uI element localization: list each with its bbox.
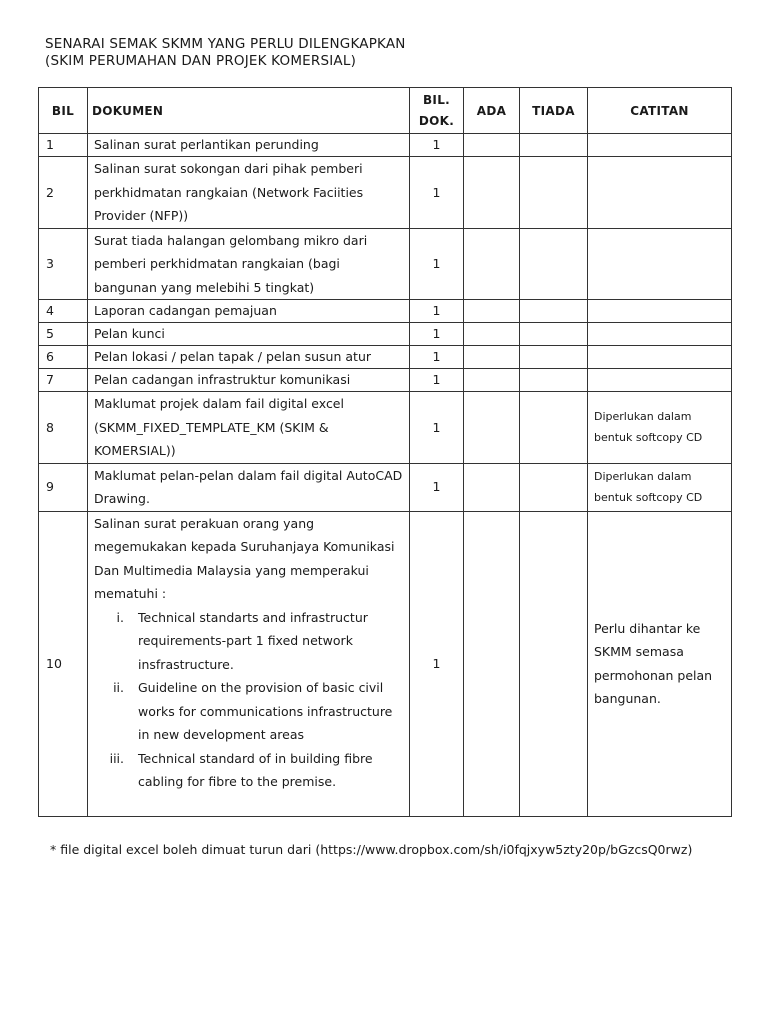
row-ada-cell[interactable]	[464, 300, 520, 323]
row-dokumen-intro: Salinan surat perakuan orang yang megemukakan kepada Suruhanjaya Komunikasi Dan Multimedia Malaysia yang memperakui mematuhi :	[94, 515, 395, 601]
row-catitan	[588, 300, 732, 323]
table-row	[39, 323, 732, 346]
row-dokumen: Salinan surat sokongan dari pihak pemberi perkhidmatan rangkaian (Network Faciities Provider (NFP))	[88, 157, 410, 229]
row-catitan: Diperlukan dalam bentuk softcopy CD	[588, 392, 732, 464]
row-bil: 2	[39, 157, 88, 229]
row-bil: 5	[39, 323, 88, 346]
header-bil-dok-line1: BIL.	[422, 92, 451, 107]
header-ada: ADA	[464, 88, 520, 134]
row-bil: 9	[39, 463, 88, 511]
row-catitan	[588, 323, 732, 346]
header-bil-dok-line2: DOK.	[418, 113, 455, 128]
row-count: 1	[410, 346, 464, 369]
header-tiada: TIADA	[520, 88, 588, 134]
row-ada-cell[interactable]	[464, 157, 520, 229]
checklist-table	[38, 87, 732, 817]
row-catitan	[588, 369, 732, 392]
table-row	[39, 228, 732, 300]
list-marker: ii.	[113, 680, 124, 695]
row-tiada-cell[interactable]	[520, 369, 588, 392]
row-ada-cell[interactable]	[464, 323, 520, 346]
footnote: * file digital excel boleh dimuat turun dari (https://www.dropbox.com/sh/i0fqjxyw5zty20p/bGzcsQ0rwz)	[50, 842, 693, 857]
table-row	[39, 157, 732, 229]
row-dokumen: Pelan kunci	[88, 323, 410, 346]
row-tiada-cell[interactable]	[520, 346, 588, 369]
row-dokumen: Surat tiada halangan gelombang mikro dari pemberi perkhidmatan rangkaian (bagi bangunan yang melebihi 5 tingkat)	[88, 228, 410, 300]
row-count: 1	[410, 323, 464, 346]
row-ada-cell[interactable]	[464, 369, 520, 392]
header-bil: BIL	[39, 88, 88, 134]
row-tiada-cell[interactable]	[520, 511, 588, 816]
row-bil: 10	[39, 511, 88, 816]
title-line-1: SENARAI SEMAK SKMM YANG PERLU DILENGKAPKAN	[45, 36, 406, 52]
row-catitan: Diperlukan dalam bentuk softcopy CD	[588, 463, 732, 511]
row-bil: 7	[39, 369, 88, 392]
row-catitan	[588, 228, 732, 300]
row-ada-cell[interactable]	[464, 463, 520, 511]
list-item	[94, 606, 405, 677]
list-item	[94, 747, 405, 794]
header-bil-dok	[410, 88, 464, 134]
row-tiada-cell[interactable]	[520, 463, 588, 511]
row-ada-cell[interactable]	[464, 392, 520, 464]
row-catitan	[588, 134, 732, 157]
row-count: 1	[410, 369, 464, 392]
table-header-row	[39, 88, 732, 134]
row-tiada-cell[interactable]	[520, 134, 588, 157]
row-catitan	[588, 157, 732, 229]
row-tiada-cell[interactable]	[520, 323, 588, 346]
table-row	[39, 463, 732, 511]
row-bil: 6	[39, 346, 88, 369]
table-row	[39, 300, 732, 323]
row-ada-cell[interactable]	[464, 228, 520, 300]
list-item-text: Technical standarts and infrastructur requirements-part 1 fixed network insfrastructure.	[138, 609, 368, 672]
row-dokumen: Laporan cadangan pemajuan	[88, 300, 410, 323]
list-item	[94, 676, 405, 747]
row-bil: 1	[39, 134, 88, 157]
table-row	[39, 511, 732, 816]
row-ada-cell[interactable]	[464, 134, 520, 157]
row-dokumen: Pelan lokasi / pelan tapak / pelan susun atur	[88, 346, 410, 369]
row-tiada-cell[interactable]	[520, 157, 588, 229]
table-row	[39, 392, 732, 464]
row-count: 1	[410, 300, 464, 323]
row-bil: 3	[39, 228, 88, 300]
row-count: 1	[410, 511, 464, 816]
header-dokumen: DOKUMEN	[88, 88, 410, 134]
header-catitan: CATITAN	[588, 88, 732, 134]
list-marker: iii.	[109, 750, 124, 766]
row-dokumen: Pelan cadangan infrastruktur komunikasi	[88, 369, 410, 392]
table-row	[39, 346, 732, 369]
row-tiada-cell[interactable]	[520, 300, 588, 323]
list-marker: i.	[116, 609, 124, 625]
row-catitan: Perlu dihantar ke SKMM semasa permohonan pelan bangunan.	[588, 511, 732, 816]
row-ada-cell[interactable]	[464, 511, 520, 816]
row-dokumen	[88, 511, 410, 816]
table-row	[39, 369, 732, 392]
row-dokumen: Maklumat projek dalam fail digital excel (SKMM_FIXED_TEMPLATE_KM (SKIM & KOMERSIAL))	[88, 392, 410, 464]
row-bil: 4	[39, 300, 88, 323]
row-dokumen: Salinan surat perlantikan perunding	[88, 134, 410, 157]
row-count: 1	[410, 134, 464, 157]
title-line-2: (SKIM PERUMAHAN DAN PROJEK KOMERSIAL)	[45, 53, 357, 69]
row-count: 1	[410, 228, 464, 300]
row-count: 1	[410, 157, 464, 229]
row-dokumen: Maklumat pelan-pelan dalam fail digital AutoCAD Drawing.	[88, 463, 410, 511]
document-title	[45, 36, 406, 70]
row-catitan	[588, 346, 732, 369]
row-ada-cell[interactable]	[464, 346, 520, 369]
list-item-text: Technical standard of in building fibre cabling for fibre to the premise.	[138, 750, 373, 789]
row-bil: 8	[39, 392, 88, 464]
row-tiada-cell[interactable]	[520, 228, 588, 300]
table-row	[39, 134, 732, 157]
requirements-list	[94, 606, 405, 794]
row-count: 1	[410, 392, 464, 464]
row-count: 1	[410, 463, 464, 511]
list-item-text: Guideline on the provision of basic civil works for communications infrastructure in new development areas	[138, 680, 393, 742]
row-tiada-cell[interactable]	[520, 392, 588, 464]
